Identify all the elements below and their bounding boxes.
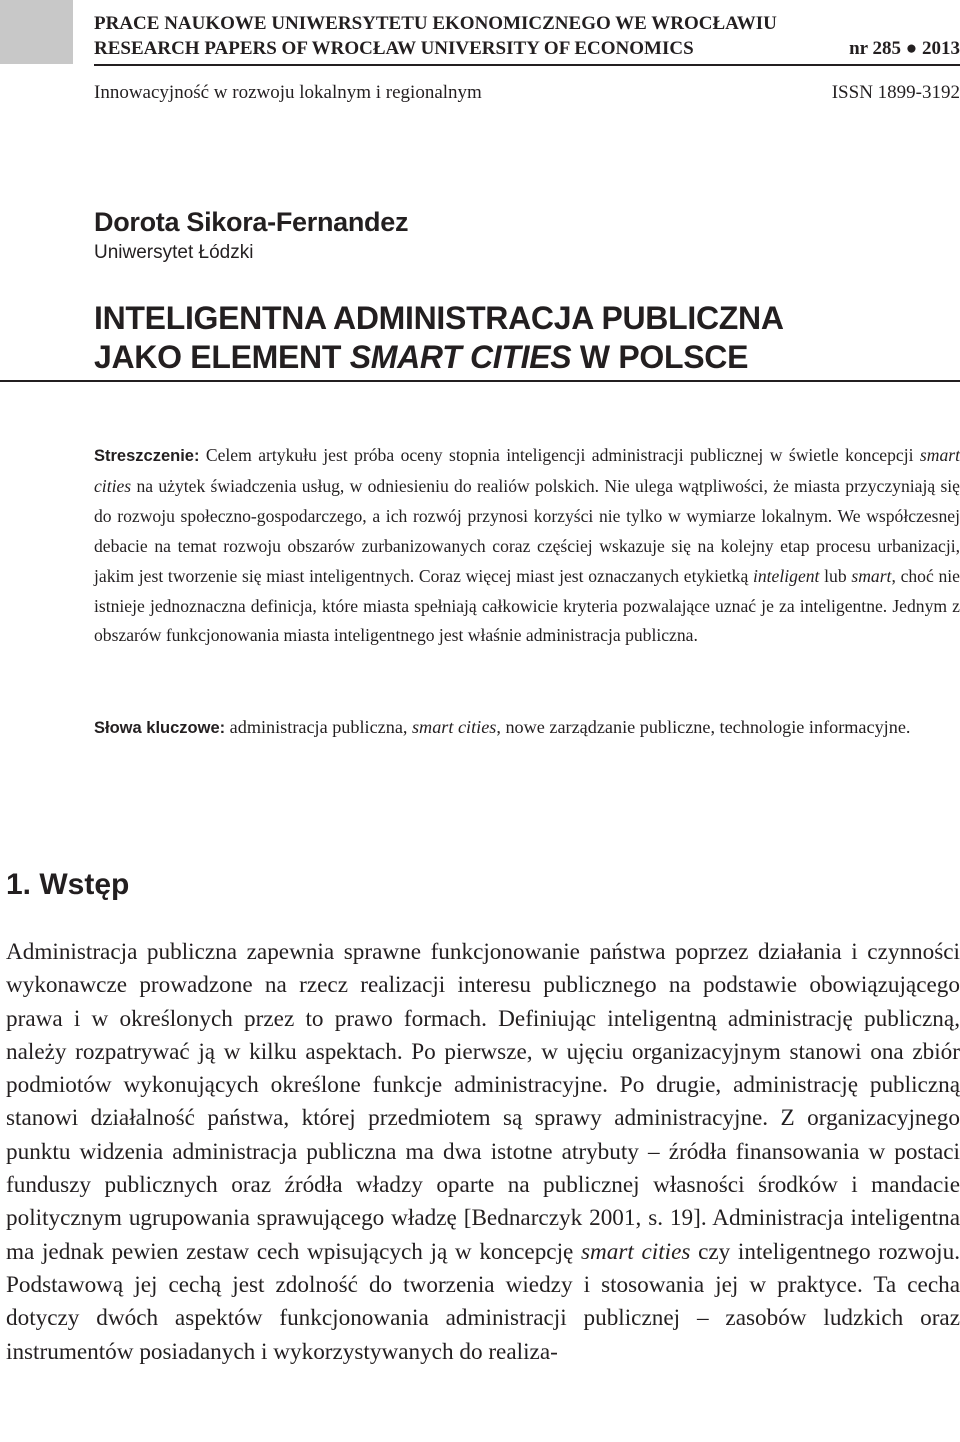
- header-gray-block: [0, 0, 73, 64]
- title-emphasis: SMART CITIES: [349, 339, 572, 375]
- body-text: czy inteligentnego rozwoju. Podstawową jej cechą jest zdolność do tworzenia wiedzy i stosowania jej w praktyce. Ta cecha dotyczy dwóch aspektów funkcjonowania administracji publicznej – zasobów ludzkich oraz instrumentów posiadanych i wykorzystywanych do realiza-: [6, 1238, 960, 1365]
- abstract-text: na użytek świadczenia usług, w odniesieniu do realiów polskich. Nie ulega wątpliwości, że miasta przyczyniają się do rozwoju społeczno-gospodarczego, a ich rozwój przynosi korzyści nie tylko w wymiarze lokalnym. We współczesnej debacie na temat rozwoju obszarów zurbanizowanych coraz częściej wskazuje się na kolejny etap procesu urbanizacji, jakim jest tworzenie się miast inteligentnych. Coraz więcej miast jest oznaczanych etykietką: [94, 475, 960, 586]
- series-title: Innowacyjność w rozwoju lokalnym i regionalnym: [94, 82, 482, 103]
- keywords: [94, 712, 960, 743]
- title-rule: [0, 380, 960, 382]
- author-affiliation: Uniwersytet Łódzki: [94, 242, 254, 263]
- body-paragraph: [6, 936, 960, 1369]
- series-row: [94, 80, 960, 106]
- title-text: W POLSCE: [571, 339, 749, 375]
- title-text: JAKO ELEMENT: [94, 339, 350, 375]
- paper-title: [94, 299, 784, 377]
- journal-title-en: RESEARCH PAPERS OF WROCŁAW UNIVERSITY OF ECONOMICS: [94, 38, 694, 59]
- author-name: Dorota Sikora-Fernandez: [94, 207, 409, 237]
- header-rule: [94, 64, 960, 66]
- issue-number: nr 285 ● 2013: [849, 38, 960, 59]
- issn: ISSN 1899-3192: [831, 82, 960, 103]
- keywords-text: , nowe zarządzanie publiczne, technologie informacyjne.: [496, 717, 911, 737]
- title-line-2: [94, 338, 784, 377]
- journal-title-en-row: [94, 36, 960, 61]
- title-line-1: INTELIGENTNA ADMINISTRACJA PUBLICZNA: [94, 300, 784, 336]
- keywords-text: administracja publiczna,: [225, 717, 412, 737]
- body-text: Administracja publiczna zapewnia sprawne funkcjonowanie państwa poprzez działania i czynności wykonawcze prowadzone na rzecz realizacji interesu publicznego na podstawie obowiązującego prawa i w określonych przez to prawo formach. Definiując inteligentną administrację publiczną, należy rozpatrywać ją w kilku aspektach. Po pierwsze, w ujęciu organizacyjnym stanowi ona zbiór podmiotów wykonujących określone funkcje administracyjne. Po drugie, administrację publiczną stanowi działalność państwa, której przedmiotem są sprawy administracyjne. Z organizacyjnego punktu widzenia administracja publiczna ma dwa istotne atrybuty – źródła finansowania w postaci funduszy publicznych oraz źródła władzy oparte na publicznej własności środków i mandacie politycznym ugrupowania sprawującego władzę [Bednarczyk 2001, s. 19]. Administracja inteligentna ma jednak pewien zestaw cech wpisujących ją w koncepcję: [6, 939, 960, 1265]
- abstract-emphasis: smart cities: [94, 445, 960, 496]
- abstract-emphasis: smart: [851, 565, 892, 586]
- abstract-text: Celem artykułu jest próba oceny stopnia inteligencji administracji publicznej w świetle koncepcji: [199, 445, 920, 465]
- abstract: [94, 441, 960, 651]
- abstract-text: , choć nie istnieje jednoznaczna definicja, które miasta spełniają całkowicie kryteria pozwalające uznać je za inteligentne. Jednym z obszarów funkcjonowania miasta inteligentnego jest właśnie administracja publiczna.: [94, 565, 960, 646]
- abstract-label: Streszczenie:: [94, 447, 200, 465]
- keywords-label: Słowa kluczowe:: [94, 719, 226, 737]
- keywords-emphasis: smart cities: [411, 717, 497, 737]
- abstract-emphasis: inteligent: [752, 565, 820, 586]
- journal-title-pl: PRACE NAUKOWE UNIWERSYTETU EKONOMICZNEGO WE WROCŁAWIU: [94, 13, 777, 34]
- abstract-text: lub: [819, 565, 852, 586]
- body-emphasis: smart cities: [580, 1238, 691, 1265]
- section-heading: 1. Wstęp: [6, 868, 130, 901]
